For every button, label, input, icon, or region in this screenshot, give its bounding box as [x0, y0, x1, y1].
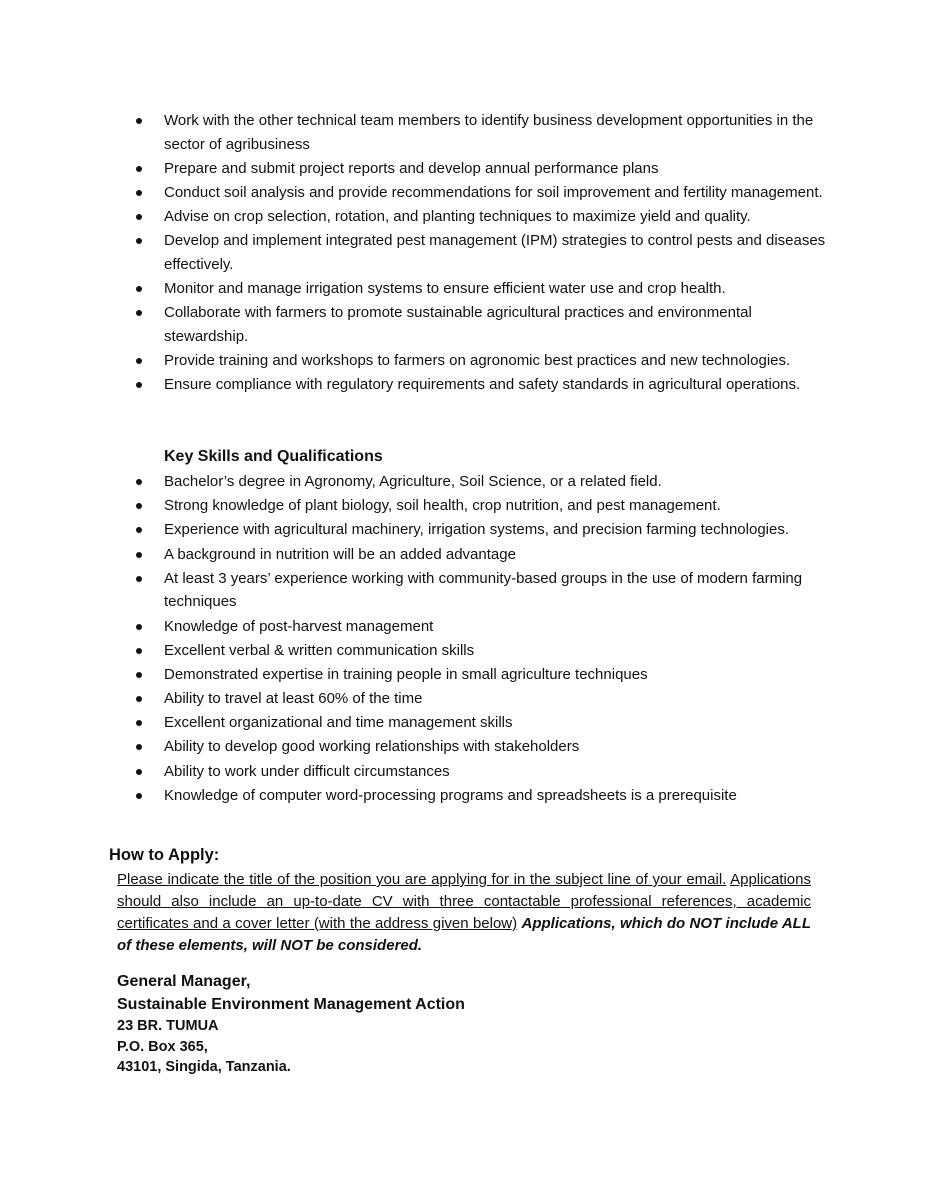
- address-organization: Sustainable Environment Management Action: [117, 996, 465, 1013]
- apply-instruction-subject: Please indicate the title of the position you are applying for in the subject line of your email.: [117, 871, 727, 888]
- bullet-icon: [136, 720, 142, 726]
- list-item: Conduct soil analysis and provide recommendations for soil improvement and fertility management.: [136, 181, 836, 205]
- bullet-icon: [136, 310, 142, 316]
- mailing-address: [117, 970, 465, 1078]
- how-to-apply-heading: How to Apply:: [109, 846, 220, 864]
- list-item: Bachelor’s degree in Agronomy, Agriculture, Soil Science, or a related field.: [136, 470, 836, 494]
- bullet-icon: [136, 503, 142, 509]
- list-item: Knowledge of computer word-processing programs and spreadsheets is a prerequisite: [136, 784, 836, 808]
- bullet-icon: [136, 190, 142, 196]
- list-item: Ability to travel at least 60% of the time: [136, 687, 836, 711]
- bullet-icon: [136, 214, 142, 220]
- bullet-icon: [136, 358, 142, 364]
- list-item: Develop and implement integrated pest management (IPM) strategies to control pests and diseases effectively.: [136, 229, 836, 276]
- list-item: At least 3 years’ experience working with community-based groups in the use of modern farming techniques: [136, 567, 836, 614]
- bullet-icon: [136, 118, 142, 124]
- list-item: Advise on crop selection, rotation, and planting techniques to maximize yield and quality.: [136, 205, 836, 229]
- bullet-icon: [136, 527, 142, 533]
- list-item: Monitor and manage irrigation systems to ensure efficient water use and crop health.: [136, 277, 836, 301]
- list-item: Knowledge of post-harvest management: [136, 615, 836, 639]
- address-city: 43101, Singida, Tanzania.: [117, 1059, 291, 1075]
- address-street: 23 BR. TUMUA: [117, 1018, 219, 1034]
- bullet-icon: [136, 696, 142, 702]
- address-recipient: General Manager,: [117, 973, 251, 990]
- list-item: Excellent verbal & written communication skills: [136, 639, 836, 663]
- bullet-icon: [136, 672, 142, 678]
- list-item: Collaborate with farmers to promote sustainable agricultural practices and environmental stewardship.: [136, 301, 836, 348]
- bullet-icon: [136, 166, 142, 172]
- bullet-icon: [136, 576, 142, 582]
- list-item: Excellent organizational and time management skills: [136, 711, 836, 735]
- list-item: Ability to develop good working relationships with stakeholders: [136, 735, 836, 759]
- bullet-icon: [136, 744, 142, 750]
- list-item: Ability to work under difficult circumstances: [136, 760, 836, 784]
- list-item: Demonstrated expertise in training people in small agriculture techniques: [136, 663, 836, 687]
- list-item: Ensure compliance with regulatory requirements and safety standards in agricultural operations.: [136, 373, 836, 397]
- list-item: Provide training and workshops to farmers on agronomic best practices and new technologies.: [136, 349, 836, 373]
- apply-warning: Applications, which do NOT include ALL of these elements, will NOT be considered.: [117, 915, 812, 954]
- bullet-icon: [136, 286, 142, 292]
- list-item: Prepare and submit project reports and develop annual performance plans: [136, 157, 836, 181]
- bullet-icon: [136, 552, 142, 558]
- bullet-icon: [136, 769, 142, 775]
- bullet-icon: [136, 793, 142, 799]
- skills-heading: Key Skills and Qualifications: [164, 448, 383, 465]
- apply-instructions: [117, 869, 811, 957]
- bullet-icon: [136, 479, 142, 485]
- bullet-icon: [136, 238, 142, 244]
- bullet-icon: [136, 382, 142, 388]
- address-po-box: P.O. Box 365,: [117, 1038, 208, 1055]
- list-item: Experience with agricultural machinery, irrigation systems, and precision farming technologies.: [136, 518, 836, 542]
- skills-list: [136, 470, 836, 808]
- bullet-icon: [136, 648, 142, 654]
- list-item: Strong knowledge of plant biology, soil health, crop nutrition, and pest management.: [136, 494, 836, 518]
- bullet-icon: [136, 624, 142, 630]
- apply-instruction-documents: Applications should also include an up-to-date CV with three contactable professional references, academic certificates and a cover letter (with the address given below): [117, 871, 811, 932]
- responsibilities-list: [136, 109, 836, 397]
- list-item: A background in nutrition will be an added advantage: [136, 543, 836, 567]
- list-item: Work with the other technical team members to identify business development opportunities in the sector of agribusiness: [136, 109, 836, 156]
